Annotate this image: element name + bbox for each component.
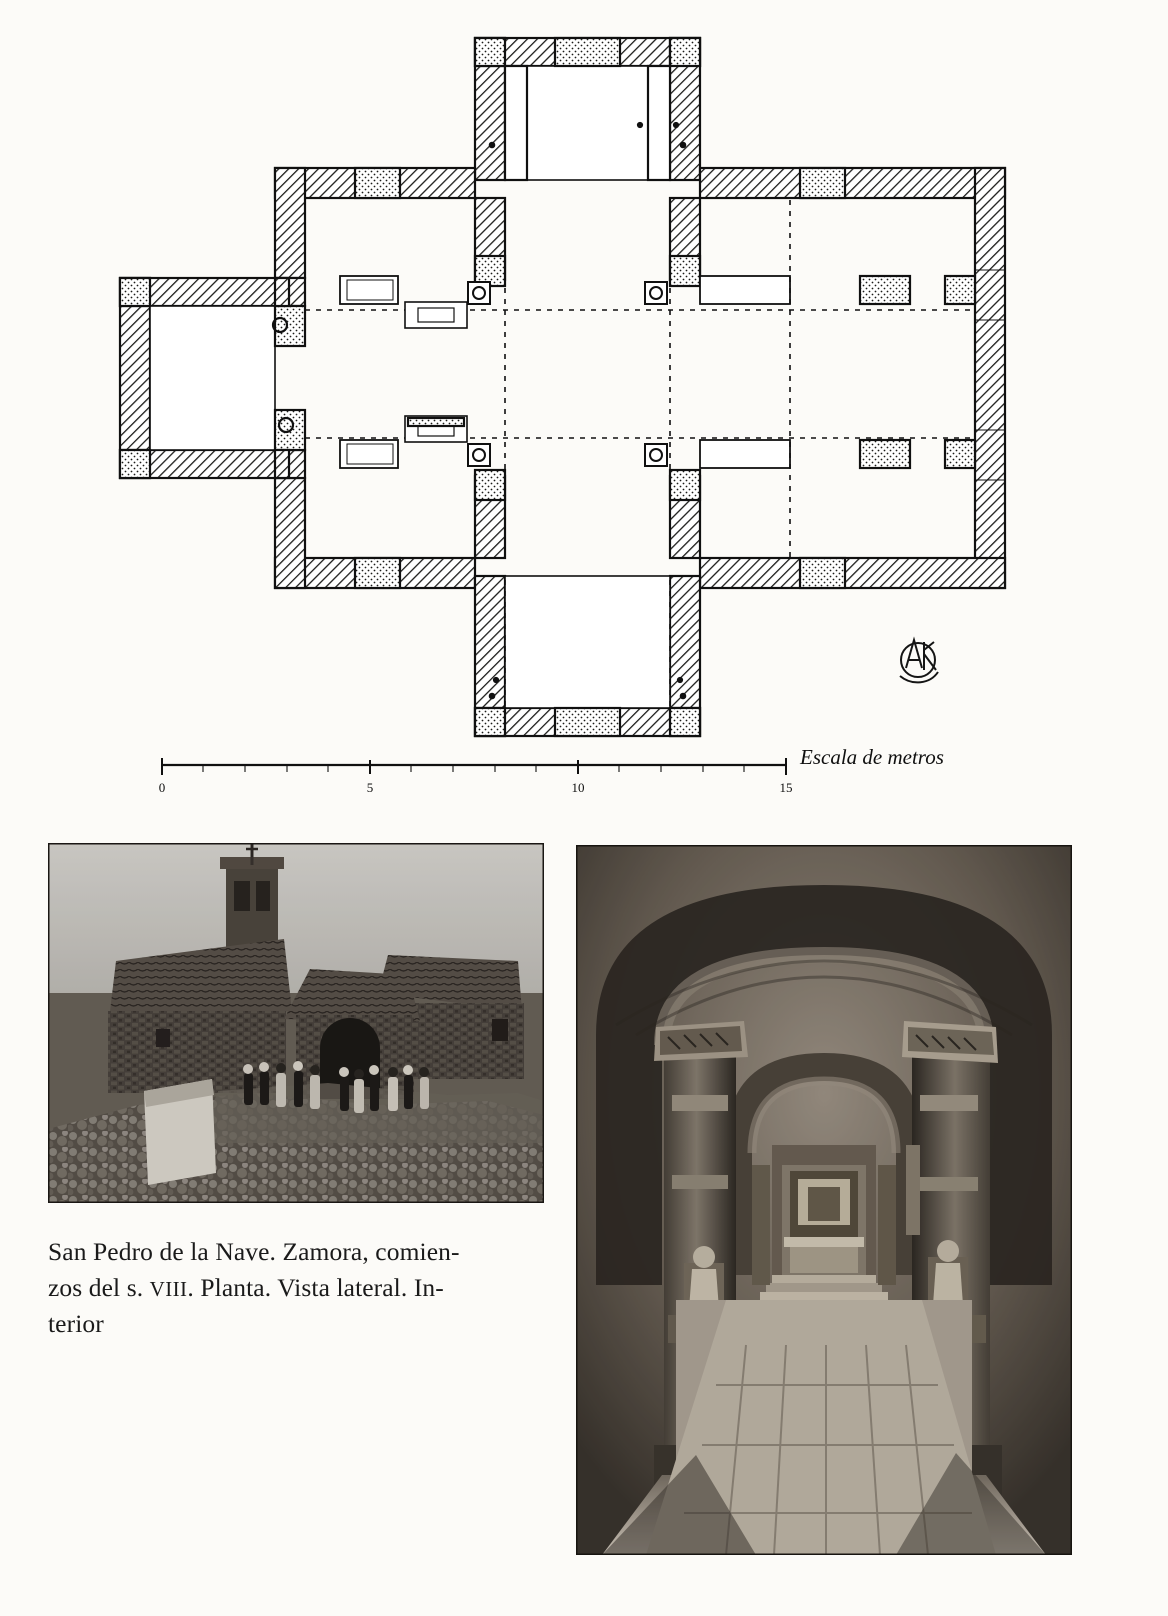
scale-tick-10: 10 xyxy=(571,780,585,795)
scale-bar xyxy=(159,745,944,795)
caption-line-2b: . Planta. Vista lateral. In- xyxy=(187,1273,444,1303)
plan-walls xyxy=(120,38,1005,736)
floor-plan-figure xyxy=(100,20,1050,810)
scale-tick-0: 0 xyxy=(158,780,166,795)
photo-interior-view xyxy=(576,845,1072,1555)
exterior-photo-graphic xyxy=(48,843,544,1203)
scale-label: Escala de metros xyxy=(800,745,944,769)
architect-monogram xyxy=(900,640,938,682)
caption-line-1: San Pedro de la Nave. Zamora, comien- xyxy=(48,1237,460,1266)
scale-tick-15: 15 xyxy=(779,780,793,795)
figure-caption xyxy=(48,1234,548,1343)
caption-century: VIII xyxy=(149,1277,188,1302)
interior-photo-graphic xyxy=(576,845,1072,1555)
caption-line-3: terior xyxy=(48,1309,104,1339)
floor-plan-drawing xyxy=(100,20,1050,810)
caption-line-2a: zos del s. xyxy=(48,1273,150,1303)
photo-exterior-view xyxy=(48,843,544,1203)
scale-tick-5: 5 xyxy=(366,780,374,795)
